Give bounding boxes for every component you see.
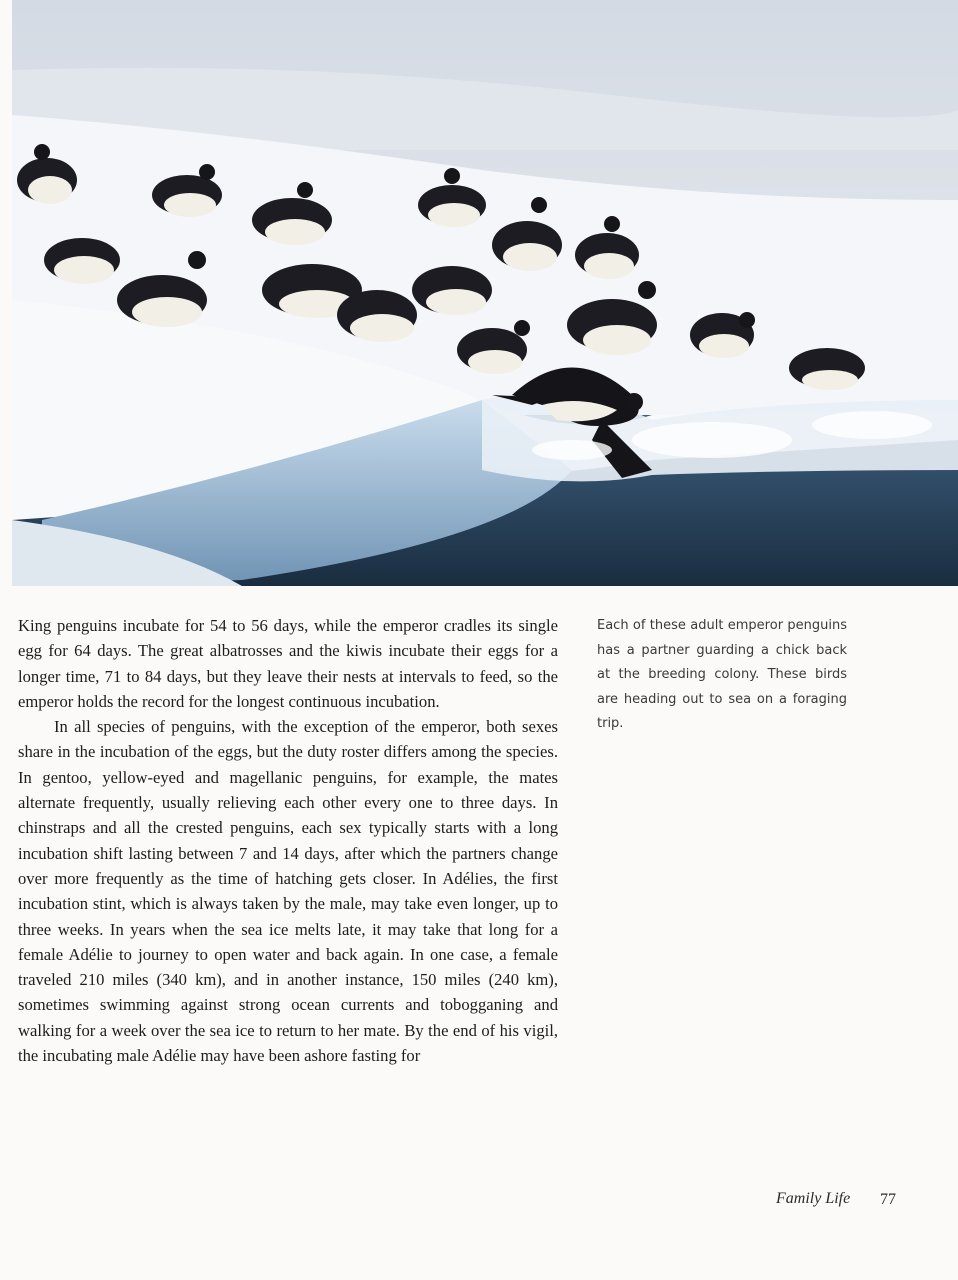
paragraph-2: In all species of penguins, with the exception of the emperor, both sexes share in the incubation of the eggs, but the duty roster differs among the species. In gentoo, yellow-eyed and magellanic penguins, for example, the mates alternate frequently, usually relieving each other every one to three days. In chinstraps and all the crested penguins, each sex typically starts with a long incubation shift lasting between 7 and 14 days, after which the partners change over more frequently as the time of hatching gets closer. In Adélies, the first incubation stint, which is always taken by the male, may take even longer, up to three weeks. In years when the sea ice melts late, it may take that long for a female Adélie to journey to open water and back again. In one case, a female traveled 210 miles (340 km), and in another instance, 150 miles (240 km), sometimes swimming against strong ocean currents and tobogganing and walking for a week over the sea ice to return to her mate. By the end of his vigil, the incubating male Adélie may have been ashore fasting for	[18, 717, 558, 1066]
page-number: 77	[880, 1191, 896, 1208]
penguin-photo	[12, 0, 958, 586]
photo-caption: Each of these adult emperor penguins has a partner guarding a chick back at the breeding colony. These birds are heading out to sea on a foraging trip.	[597, 618, 847, 731]
running-head: Family Life	[776, 1190, 851, 1207]
body-text	[18, 613, 558, 1068]
paragraph-1: King penguins incubate for 54 to 56 days, while the emperor cradles its single egg for 64 days. The great albatrosses and the kiwis incubate their eggs for a longer time, 71 to 84 days, but they leave their nests at intervals to feed, so the emperor holds the record for the longest continuous incubation.	[18, 616, 558, 711]
